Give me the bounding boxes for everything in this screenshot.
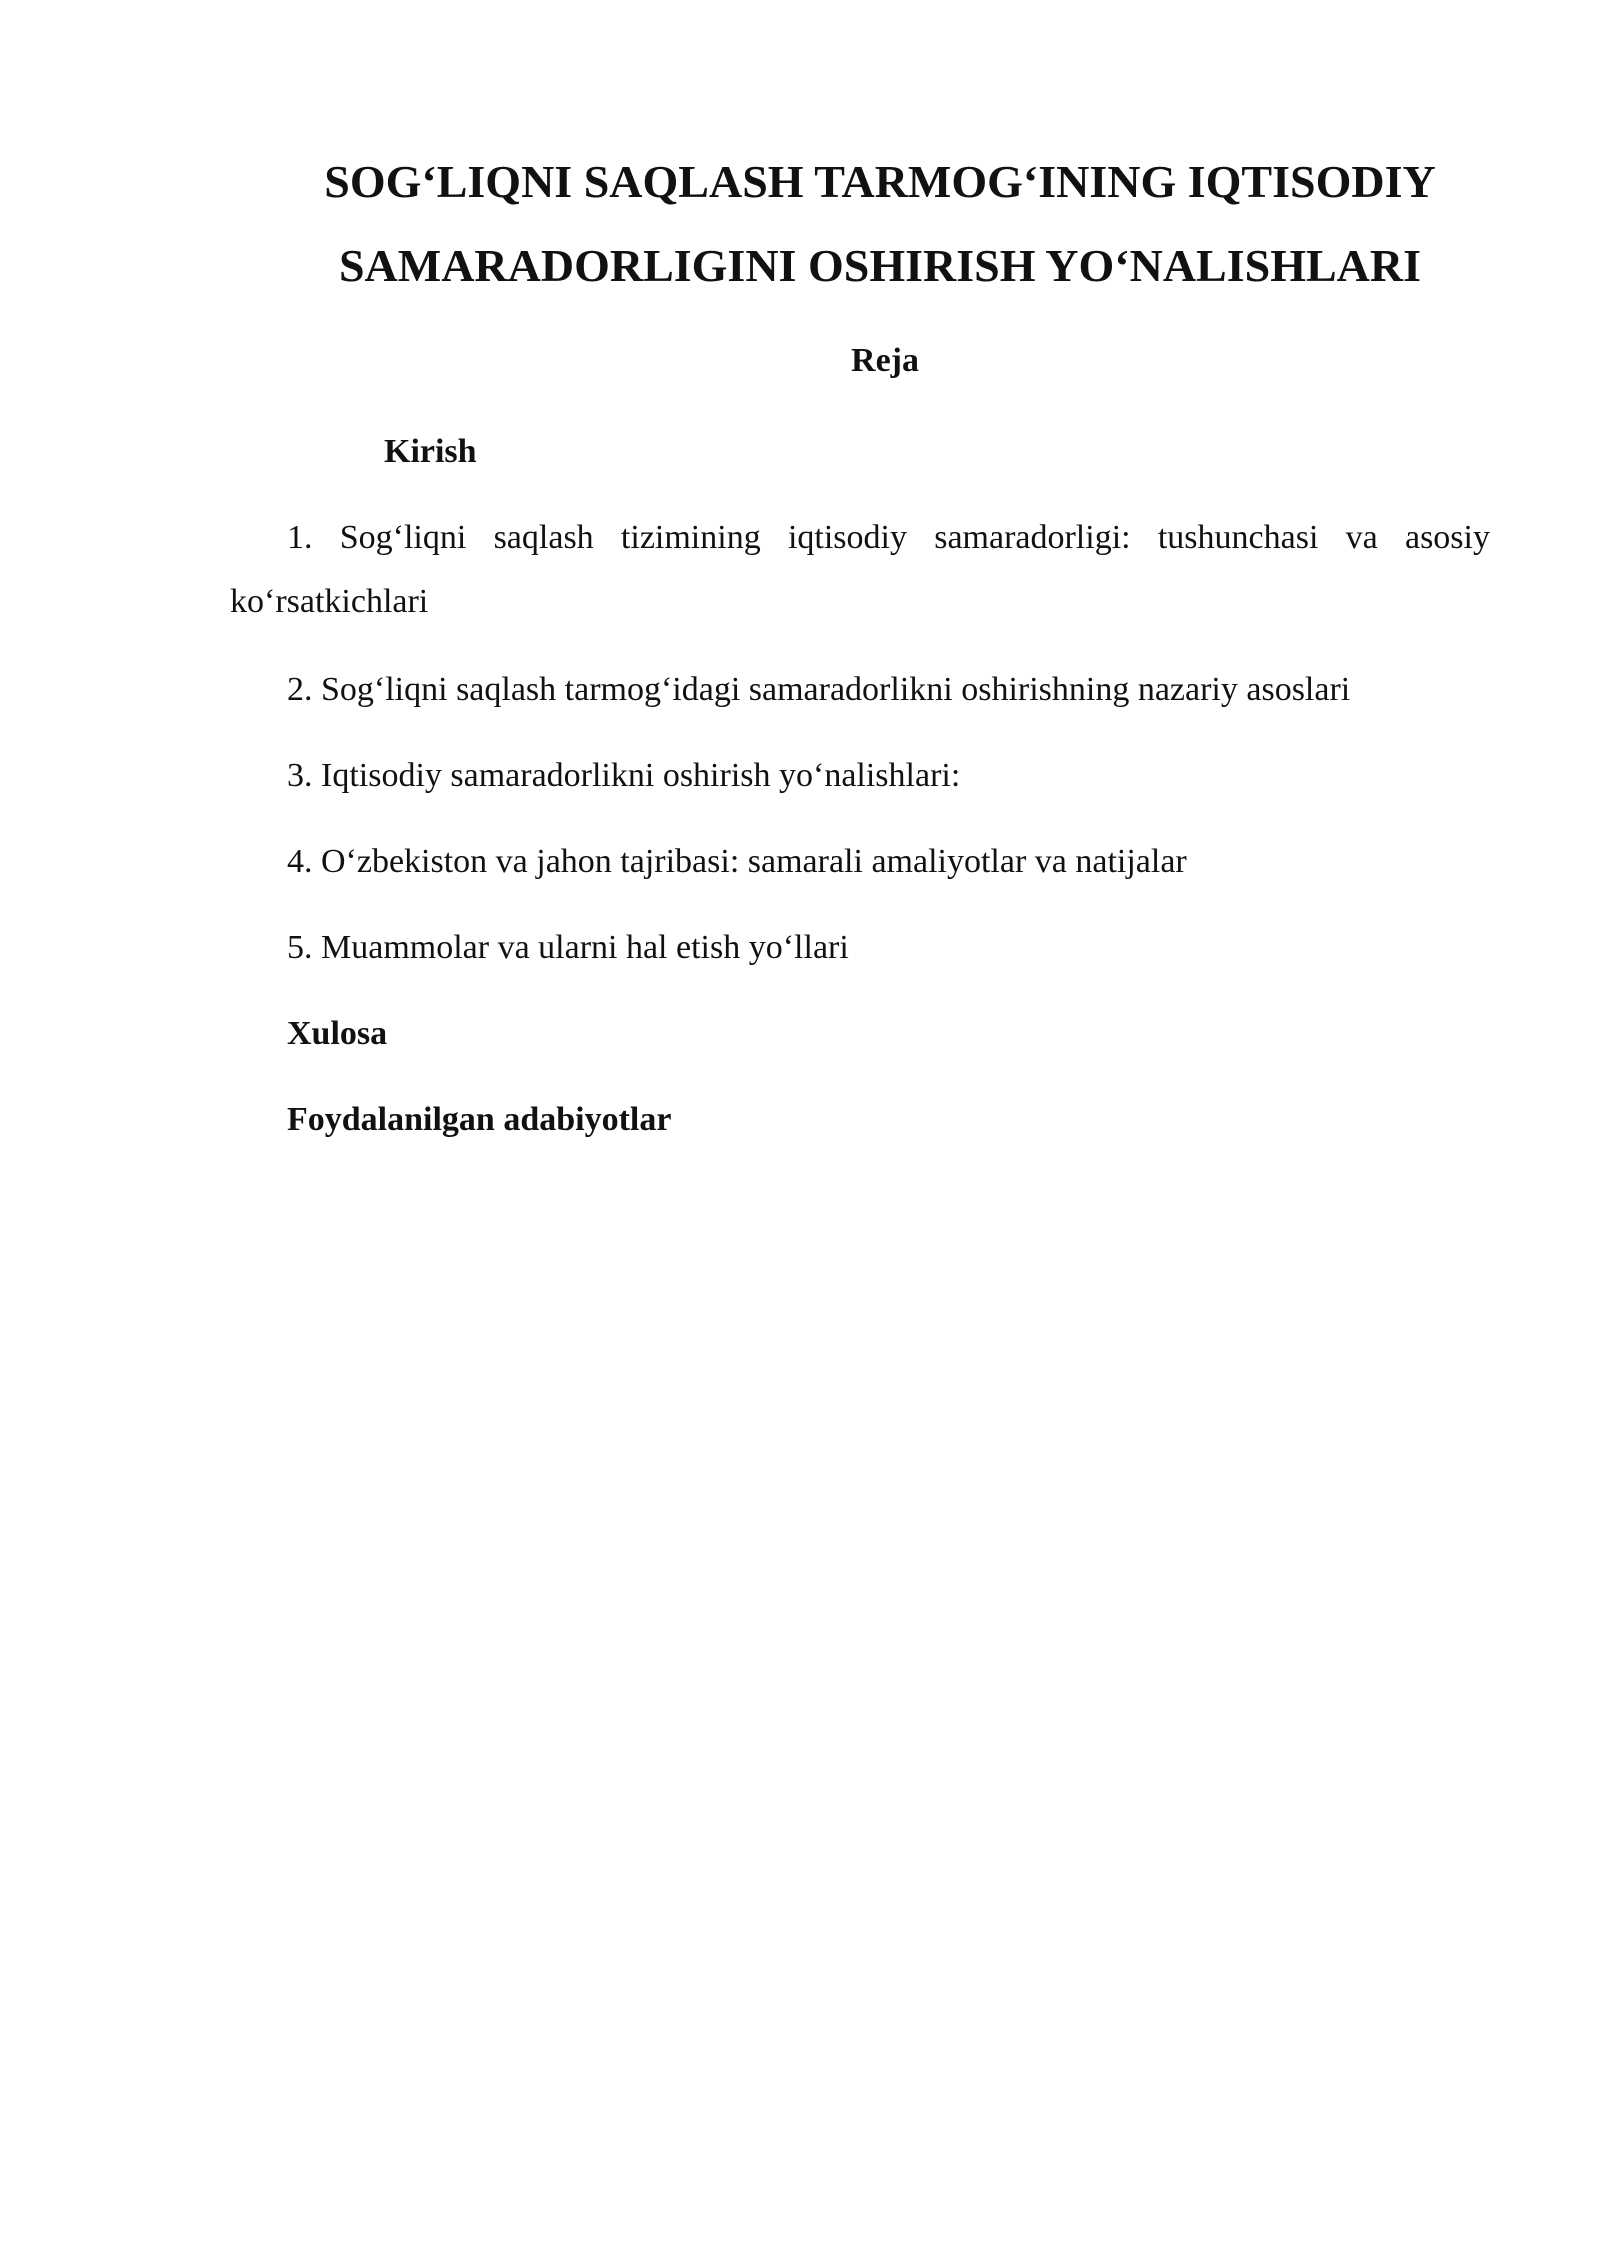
intro-heading: Kirish bbox=[384, 433, 477, 470]
document-title bbox=[230, 140, 1530, 308]
title-line-1: SOG‘LIQNI SAQLASH TARMOG‘INING IQTISODIY bbox=[324, 156, 1436, 207]
plan-heading: Reja bbox=[851, 342, 919, 379]
title-line-2: SAMARADORLIGINI OSHIRISH YO‘NALISHLARI bbox=[338, 240, 1422, 291]
plan-item-2: 2. Sog‘liqni saqlash tarmog‘idagi samaradorlikni oshirishning nazariy asoslari bbox=[287, 671, 1351, 708]
references-heading: Foydalanilgan adabiyotlar bbox=[287, 1101, 672, 1138]
plan-item-1: 1. Sog‘liqni saqlash tizimining iqtisodiy samaradorligi: tushunchasi va asosiy ko‘rsatkichlari bbox=[230, 519, 1490, 620]
plan-item-3: 3. Iqtisodiy samaradorlikni oshirish yo‘nalishlari: bbox=[287, 757, 961, 794]
plan-item-4: 4. O‘zbekiston va jahon tajribasi: samarali amaliyotlar va natijalar bbox=[287, 843, 1187, 880]
plan-item-5: 5. Muammolar va ularni hal etish yo‘llari bbox=[287, 929, 849, 966]
conclusion-heading: Xulosa bbox=[287, 1015, 388, 1052]
